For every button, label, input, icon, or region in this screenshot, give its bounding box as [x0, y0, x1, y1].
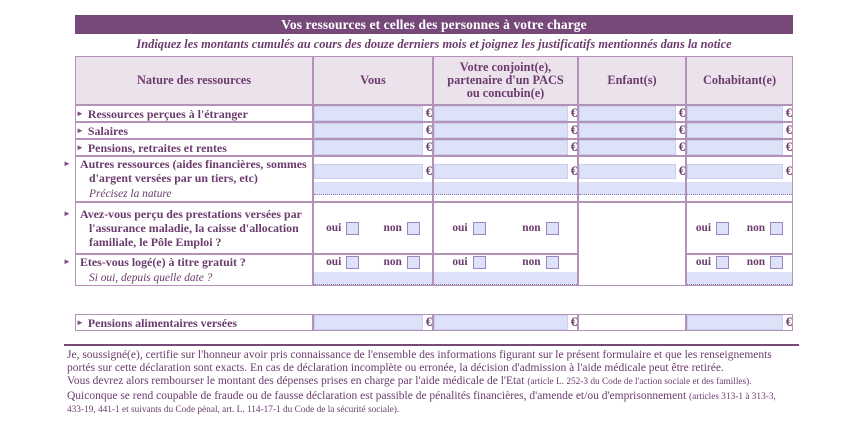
- yesno-cell-loge-conjoint: [433, 254, 578, 286]
- radio-option-non[interactable]: [384, 222, 420, 235]
- nature-input-autres-conjoint[interactable]: [434, 182, 577, 195]
- amount-cell-cohabitant: [686, 105, 793, 122]
- oui-label: oui: [695, 222, 712, 234]
- row-label-prestations: ► Avez-vous perçu des prestations versées par l'assurance maladie, la caisse d'allocation familiale, le Pôle Emploi ?: [75, 202, 313, 254]
- date-input-loge-conjoint[interactable]: [434, 272, 577, 285]
- radio-option-non[interactable]: [522, 222, 558, 235]
- non-label: non: [383, 222, 402, 234]
- oui-label: oui: [695, 256, 712, 268]
- checkbox-loge-vous-non[interactable]: [407, 256, 420, 269]
- legal-line-5-fineprint: 433-19, 441-1 et suivants du Code pénal, art. L. 114-17-1 du Code de la sécurité sociale).: [67, 404, 400, 415]
- section-subtitle: Indiquez les montants cumulés au cours des douze derniers mois et joignez les justificatifs mentionnés dans la notice: [136, 37, 732, 51]
- amount-cell-enfants: [578, 105, 686, 122]
- amount-cell-conjoint: [433, 122, 578, 139]
- amount-input-pensions-cohabitant[interactable]: [687, 140, 783, 155]
- currency-symbol: €: [570, 106, 577, 120]
- yesno-cell-loge-vous: [313, 254, 433, 286]
- row-label-loge-gratuit: ► Etes-vous logé(e) à titre gratuit ? Si oui, depuis quelle date ?: [75, 254, 313, 286]
- row-label-pensions-alimentaires: ► Pensions alimentaires versées: [75, 314, 313, 331]
- currency-symbol: €: [425, 106, 432, 120]
- row-sublabel-depuis-quelle-date: Si oui, depuis quelle date ?: [89, 272, 213, 284]
- currency-symbol: €: [785, 163, 792, 178]
- alimony-table: [75, 314, 793, 331]
- amount-cell-cohabitant: [686, 314, 793, 331]
- column-header-cohabitant: Cohabitant(e): [686, 56, 793, 105]
- currency-symbol: €: [678, 123, 685, 137]
- checkbox-loge-cohabitant-non[interactable]: [770, 256, 783, 269]
- currency-symbol: €: [425, 123, 432, 137]
- amount-input-salaires-conjoint[interactable]: [434, 123, 568, 138]
- row-label-salaires: ► Salaires: [75, 122, 313, 139]
- table-row: [75, 156, 793, 202]
- legal-line-4: Quiconque se rend coupable de fraude ou de fausse déclaration est passible de pénalités financières, d'amende et/ou d'emprisonnement (articles 313-1 à 313-3,: [67, 389, 776, 402]
- amount-cell-cohabitant: [686, 139, 793, 156]
- radio-option-non[interactable]: [384, 256, 420, 269]
- column-header-enfants: Enfant(s): [578, 56, 686, 105]
- row-label-pensions-retraites: ► Pensions, retraites et rentes: [75, 139, 313, 156]
- currency-symbol: €: [678, 163, 685, 178]
- table-row: [75, 254, 793, 286]
- resources-table: [63, 56, 793, 286]
- checkbox-prestations-cohabitant-oui[interactable]: [716, 222, 729, 235]
- column-header-vous: Vous: [313, 56, 433, 105]
- legal-line-1: Je, soussigné(e), certifie sur l'honneur avoir pris connaissance de l'ensemble des informations figurant sur le présent formulaire et que les renseignements: [67, 349, 772, 361]
- currency-symbol: €: [785, 106, 792, 120]
- amount-cell-conjoint: [433, 139, 578, 156]
- amount-cell-enfants: [578, 156, 686, 202]
- amount-input-etranger-vous[interactable]: [314, 106, 423, 121]
- non-label: non: [522, 222, 541, 234]
- yesno-cell-prestations-vous: [313, 202, 433, 254]
- currency-symbol: €: [570, 315, 577, 329]
- table-row: [75, 314, 793, 331]
- table-row: [75, 122, 793, 139]
- non-label: non: [383, 256, 402, 268]
- currency-symbol: €: [678, 140, 685, 154]
- legal-declaration-text: [67, 349, 803, 417]
- column-header-conjoint-line1: Votre conjoint(e),: [459, 60, 552, 74]
- amount-input-pensions-conjoint[interactable]: [434, 140, 568, 155]
- nature-input-autres-enfants[interactable]: [579, 182, 685, 195]
- checkbox-loge-cohabitant-oui[interactable]: [716, 256, 729, 269]
- amount-input-autres-vous[interactable]: [314, 164, 423, 179]
- checkbox-prestations-vous-oui[interactable]: [346, 222, 359, 235]
- currency-symbol: €: [570, 123, 577, 137]
- radio-option-non[interactable]: [522, 256, 558, 269]
- table-row: [75, 105, 793, 122]
- currency-symbol: €: [785, 140, 792, 154]
- checkbox-prestations-cohabitant-non[interactable]: [770, 222, 783, 235]
- amount-input-pensions-enfants[interactable]: [579, 140, 676, 155]
- checkbox-loge-conjoint-oui[interactable]: [473, 256, 486, 269]
- amount-input-alimentaires-conjoint[interactable]: [434, 315, 568, 330]
- non-label: non: [746, 256, 766, 268]
- column-header-nature: Nature des ressources: [75, 56, 313, 105]
- oui-label: oui: [326, 256, 342, 268]
- yesno-cell-loge-cohabitant: [686, 254, 793, 286]
- checkbox-prestations-conjoint-oui[interactable]: [473, 222, 486, 235]
- currency-symbol: €: [785, 123, 792, 137]
- radio-option-oui[interactable]: [696, 256, 729, 269]
- amount-input-alimentaires-vous[interactable]: [314, 315, 423, 330]
- section-divider: [64, 344, 799, 346]
- currency-symbol: €: [570, 163, 577, 178]
- legal-line-4-fineprint: (articles 313-1 à 313-3,: [689, 391, 776, 402]
- currency-symbol: €: [425, 163, 432, 178]
- amount-cell-vous: [313, 122, 433, 139]
- currency-symbol: €: [785, 315, 792, 329]
- non-label: non: [746, 222, 766, 234]
- bullet-icon: ►: [76, 125, 84, 135]
- radio-option-non[interactable]: [747, 256, 783, 269]
- currency-symbol: €: [570, 140, 577, 154]
- row-label-autres-ressources: ► Autres ressources (aides financières, sommes d'argent versées par un tiers, etc) Précisez la nature: [75, 156, 313, 202]
- bullet-icon: ►: [76, 317, 84, 327]
- amount-input-autres-enfants[interactable]: [579, 164, 676, 179]
- radio-option-oui[interactable]: [452, 256, 485, 269]
- radio-option-oui[interactable]: [452, 222, 485, 235]
- amount-input-salaires-cohabitant[interactable]: [687, 123, 783, 138]
- amount-cell-enfants: [578, 139, 686, 156]
- checkbox-prestations-conjoint-non[interactable]: [546, 222, 559, 235]
- amount-cell-conjoint: [433, 105, 578, 122]
- amount-cell-vous: [313, 139, 433, 156]
- amount-cell-vous: [313, 156, 433, 202]
- amount-cell-cohabitant: [686, 156, 793, 202]
- amount-input-autres-conjoint[interactable]: [434, 164, 568, 179]
- column-header-conjoint-line3: ou concubin(e): [466, 86, 545, 100]
- date-input-loge-cohabitant[interactable]: [687, 272, 792, 285]
- row-label-ressources-etranger: ► Ressources perçues à l'étranger: [75, 105, 313, 122]
- amount-cell-enfants: [578, 122, 686, 139]
- amount-input-etranger-cohabitant[interactable]: [687, 106, 783, 121]
- non-label: non: [522, 256, 541, 268]
- table-header-row: [75, 56, 793, 105]
- amount-cell-conjoint: [433, 314, 578, 331]
- amount-cell-conjoint: [433, 156, 578, 202]
- amount-input-etranger-enfants[interactable]: [579, 106, 676, 121]
- nature-input-autres-cohabitant[interactable]: [687, 182, 792, 195]
- oui-label: oui: [452, 222, 468, 234]
- date-input-loge-vous[interactable]: [314, 272, 432, 285]
- nature-input-autres-vous[interactable]: [314, 182, 432, 195]
- bullet-icon: ►: [76, 142, 84, 152]
- amount-input-autres-cohabitant[interactable]: [687, 164, 783, 179]
- currency-symbol: €: [425, 315, 432, 329]
- legal-line-3: Vous devrez alors rembourser le montant des dépenses prises en charge par l'aide médicale de l'Etat (article L. 252-3 du Code de l'action sociale et des familles).: [67, 375, 752, 388]
- row-sublabel-precisez-nature: Précisez la nature: [89, 188, 172, 200]
- checkbox-loge-conjoint-non[interactable]: [546, 256, 559, 269]
- oui-label: oui: [452, 256, 468, 268]
- table-row: [75, 202, 793, 254]
- radio-option-oui[interactable]: [696, 222, 729, 235]
- radio-option-oui[interactable]: [326, 222, 359, 235]
- column-header-conjoint-line2: partenaire d'un PACS: [447, 73, 564, 87]
- table-row: [75, 139, 793, 156]
- amount-input-pensions-vous[interactable]: [314, 140, 423, 155]
- amount-input-etranger-conjoint[interactable]: [434, 106, 568, 121]
- bullet-icon: ►: [76, 108, 84, 118]
- checkbox-prestations-vous-non[interactable]: [407, 222, 420, 235]
- currency-symbol: €: [678, 106, 685, 120]
- amount-input-alimentaires-cohabitant[interactable]: [687, 315, 783, 330]
- checkbox-loge-vous-oui[interactable]: [346, 256, 359, 269]
- yesno-cell-prestations-conjoint: [433, 202, 578, 254]
- disabled-cell-enfants: [578, 314, 686, 331]
- amount-cell-vous: [313, 105, 433, 122]
- amount-input-salaires-vous[interactable]: [314, 123, 423, 138]
- disabled-cell-enfants: [578, 202, 686, 286]
- radio-option-oui[interactable]: [326, 256, 359, 269]
- amount-cell-vous: [313, 314, 433, 331]
- legal-line-3-fineprint: (article L. 252-3 du Code de l'action sociale et des familles).: [527, 377, 752, 388]
- column-header-conjoint: [433, 56, 578, 105]
- section-title-bar: Vos ressources et celles des personnes à votre charge: [75, 15, 793, 34]
- yesno-cell-prestations-cohabitant: [686, 202, 793, 254]
- oui-label: oui: [326, 222, 342, 234]
- legal-line-2: portés sur cette déclaration sont exacts. En cas de déclaration incomplète ou erronée, la décision d'admission à l'aide médicale peut être retirée.: [67, 362, 724, 375]
- amount-input-salaires-enfants[interactable]: [579, 123, 676, 138]
- currency-symbol: €: [425, 140, 432, 154]
- radio-option-non[interactable]: [747, 222, 783, 235]
- amount-cell-cohabitant: [686, 122, 793, 139]
